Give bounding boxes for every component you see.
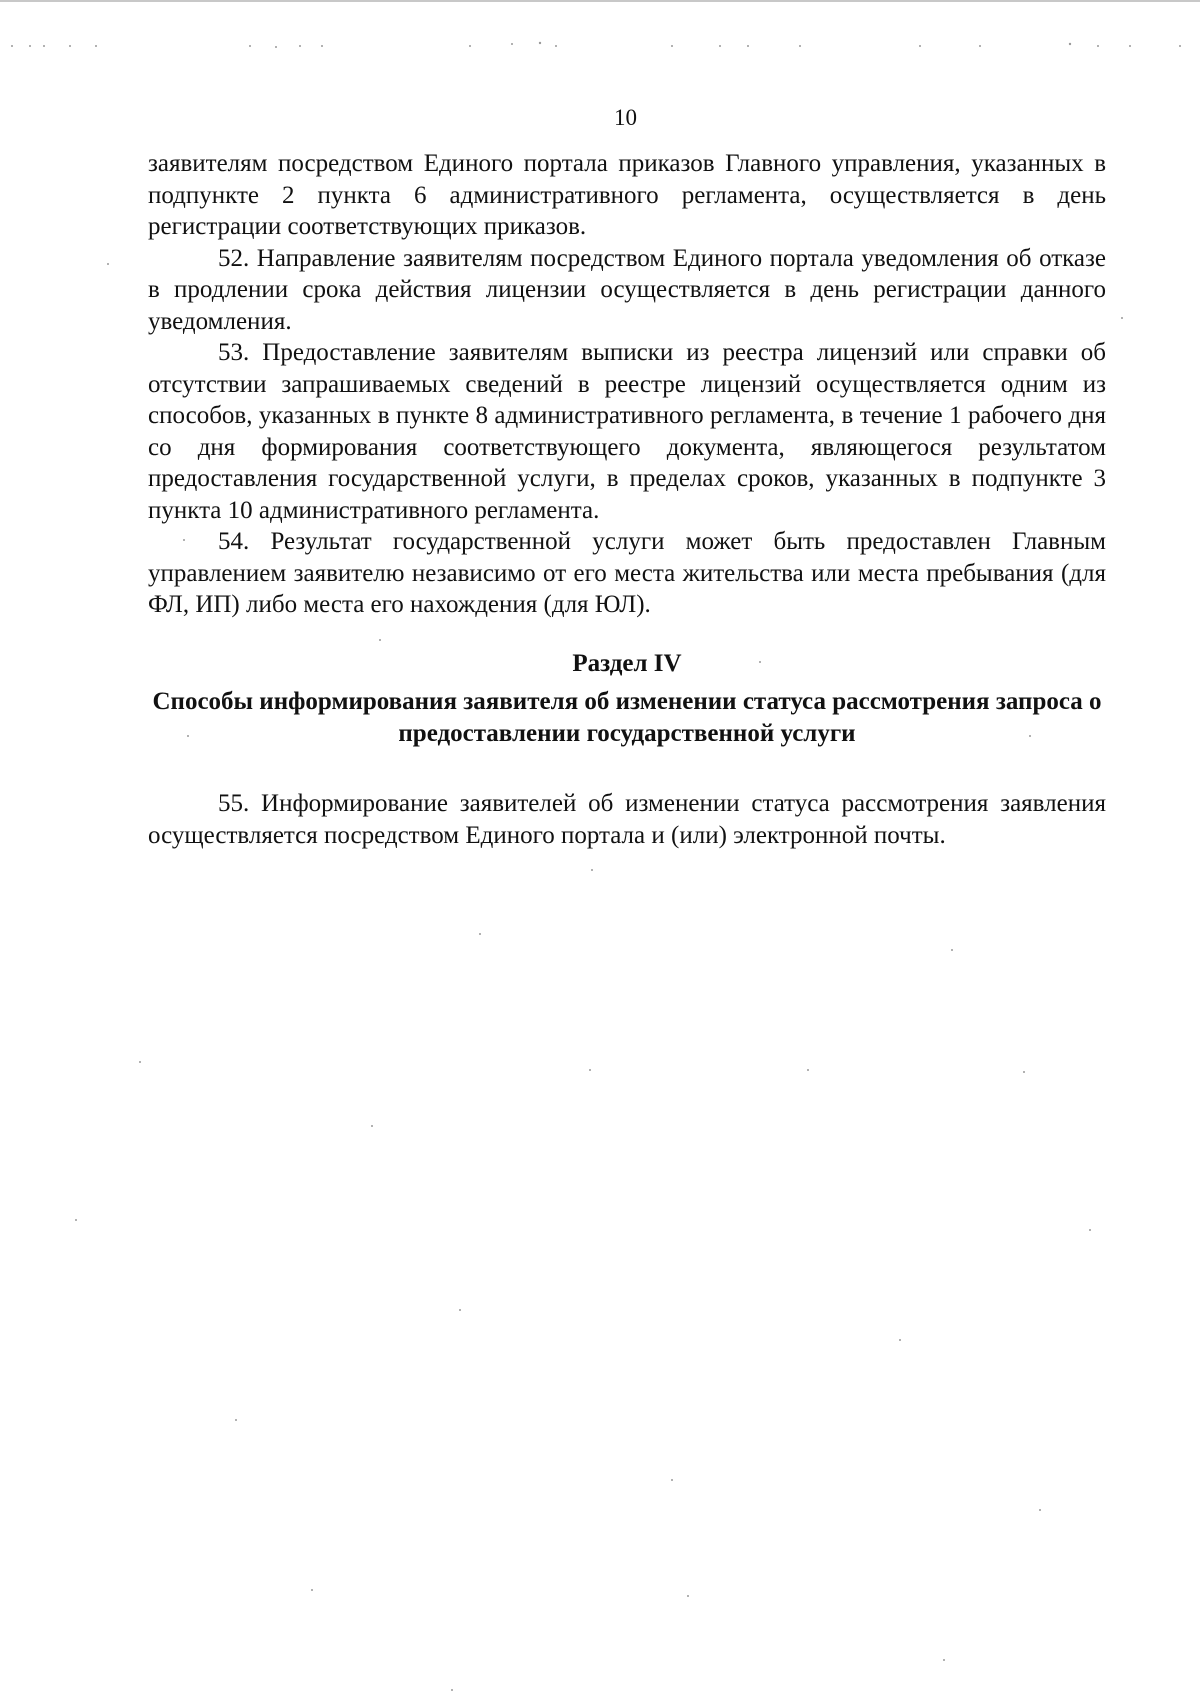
- section-title: Способы информирования заявителя об изменении статуса рассмотрения запроса о предоставлении государственной услуги: [152, 688, 1102, 747]
- section-heading-block: [148, 648, 1106, 750]
- paragraph-53: 53. Предоставление заявителям выписки из реестра лицензий или справки об отсутствии запрашиваемых сведений в реестре лицензий осуществляется одним из способов, указанных в пункте 8 административного регламента, в течение 1 рабочего дня со дня формирования соответствующего документа, являющегося результатом предоставления государственной услуги, в пределах сроков, указанных в подпункте 3 пункта 10 административного регламента.: [148, 339, 1106, 524]
- body-text-bottom: [148, 788, 1106, 851]
- paragraph-51-continuation: заявителям посредством Единого портала приказов Главного управления, указанных в подпункте 2 пункта 6 административного регламента, осуществляется в день регистрации соответствующих приказов.: [148, 150, 1106, 240]
- page-number: 10: [614, 105, 637, 130]
- body-text-top: [148, 148, 1106, 621]
- paragraph-54: 54. Результат государственной услуги может быть предоставлен Главным управлением заявителю независимо от его места жительства или места пребывания (для ФЛ, ИП) либо места его нахождения (для ЮЛ).: [148, 528, 1106, 618]
- paragraph-55: 55. Информирование заявителей об изменении статуса рассмотрения заявления осуществляется посредством Единого портала и (или) электронной почты.: [148, 790, 1106, 849]
- paragraph-52: 52. Направление заявителям посредством Единого портала уведомления об отказе в продлении срока действия лицензии осуществляется в день регистрации данного уведомления.: [148, 244, 1106, 335]
- scan-top-edge: [0, 0, 1200, 2]
- section-heading: Раздел IV: [572, 650, 682, 677]
